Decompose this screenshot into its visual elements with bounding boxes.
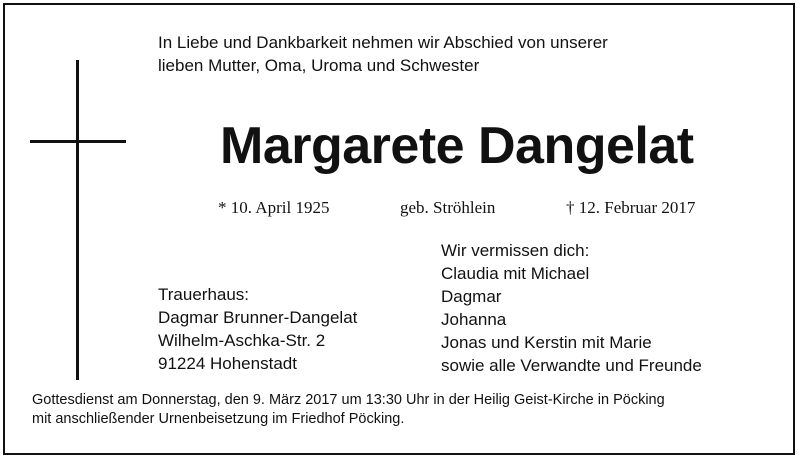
cross-icon-vertical <box>76 60 79 380</box>
mourner-name: Johanna <box>441 310 507 329</box>
mourner-name: Jonas und Kerstin mit Marie <box>441 333 652 352</box>
death-date: † 12. Februar 2017 <box>566 198 696 217</box>
mourner-name: Dagmar <box>441 287 502 306</box>
mourning-house-street: Wilhelm-Aschka-Str. 2 <box>158 331 326 350</box>
service-line-1: Gottesdienst am Donnerstag, den 9. März 2017 um 13:30 Uhr in der Heilig Geist-Kirche in Pöcking <box>32 392 665 408</box>
mourners-list <box>441 239 702 377</box>
cross-icon-horizontal <box>30 140 126 143</box>
intro-line-1: In Liebe und Dankbarkeit nehmen wir Abschied von unserer <box>158 33 608 52</box>
mourning-house-city: 91224 Hohenstadt <box>158 354 297 373</box>
maiden-name: geb. Ströhlein <box>400 198 496 217</box>
birth-date: * 10. April 1925 <box>218 198 330 217</box>
mourning-house-label: Trauerhaus: <box>158 285 250 304</box>
service-line-2: mit anschließender Urnenbeisetzung im Friedhof Pöcking. <box>32 411 405 427</box>
intro-text <box>158 31 608 77</box>
mourning-house <box>158 283 357 375</box>
mourning-house-name: Dagmar Brunner-Dangelat <box>158 308 358 327</box>
service-info <box>32 391 665 429</box>
mourners-heading: Wir vermissen dich: <box>441 241 590 260</box>
intro-line-2: lieben Mutter, Oma, Uroma und Schwester <box>158 56 480 75</box>
deceased-name: Margarete Dangelat <box>220 117 694 175</box>
mourner-name: sowie alle Verwandte und Freunde <box>441 356 702 375</box>
mourner-name: Claudia mit Michael <box>441 264 590 283</box>
